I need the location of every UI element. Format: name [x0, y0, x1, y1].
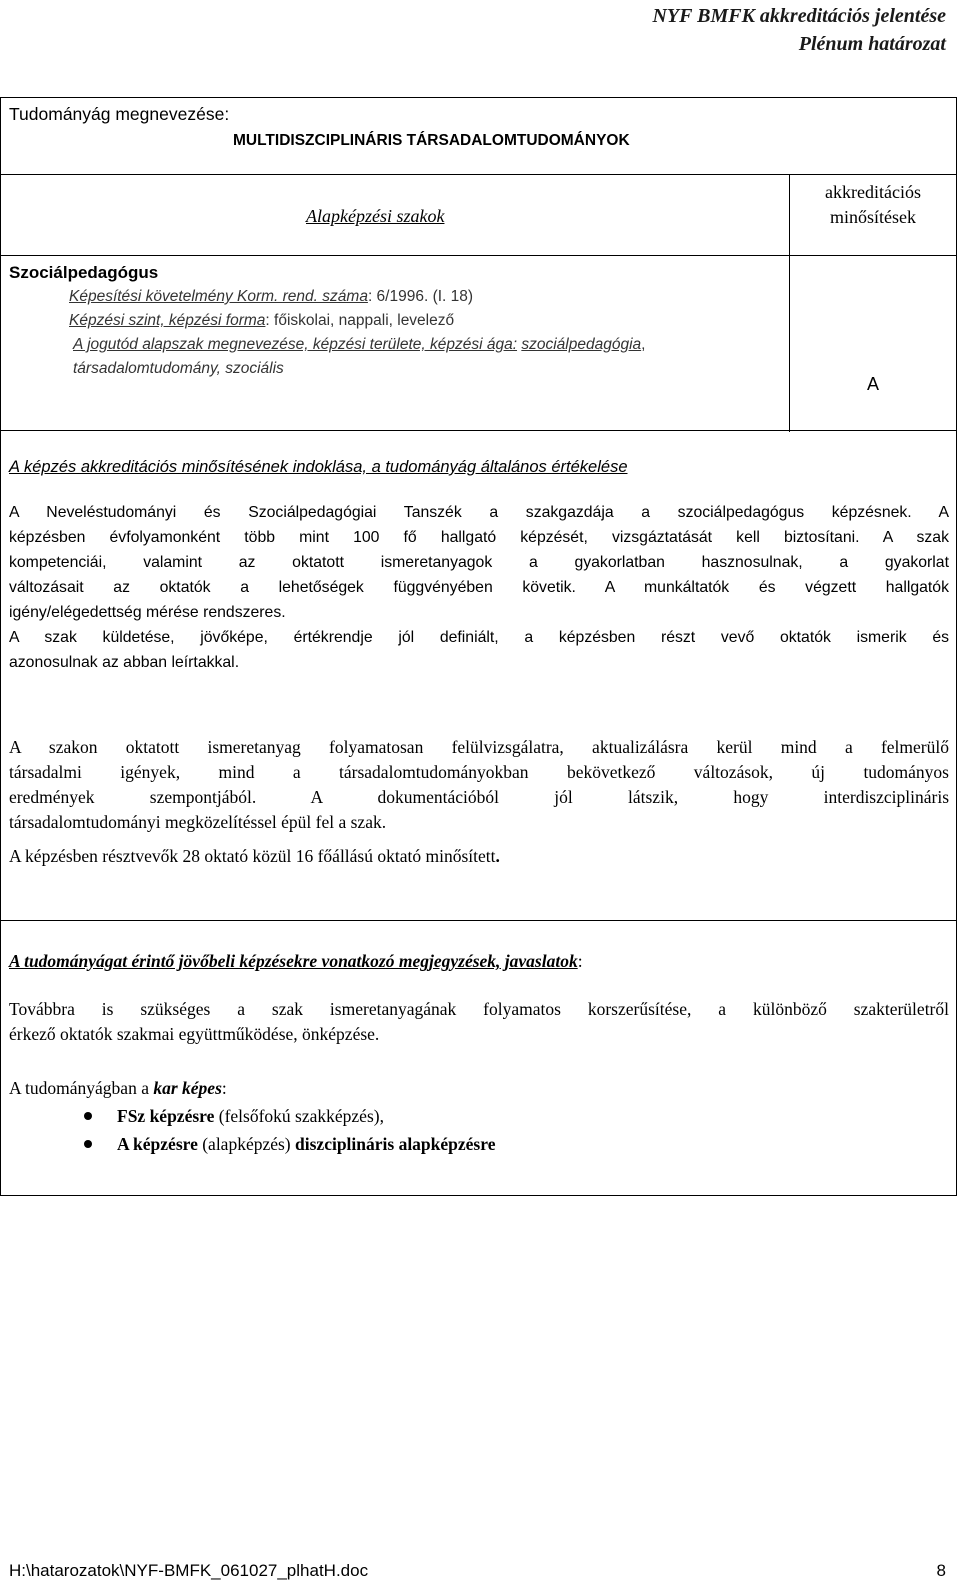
- staff-text: A képzésben résztvevők 28 oktató közül 16 főállású oktató minősített: [9, 846, 496, 866]
- paragraph-line: társadalmi igények, mind a társadalomtudományokban bekövetkező változások, új tudományos: [9, 762, 949, 782]
- program-rating: A: [866, 374, 879, 394]
- justification-paragraph-1: [9, 500, 949, 625]
- bullet-bold: A képzésre: [117, 1134, 198, 1154]
- rating-header-line1: akkreditációs: [825, 182, 921, 202]
- justification-heading: A képzés akkreditációs minősítésének indoklása, a tudományág általános értékelése: [9, 458, 628, 476]
- future-paragraph: [9, 997, 949, 1047]
- row-divider-3: [0, 430, 957, 431]
- footer-file-path: H:\hatarozatok\NYF-BMFK_061027_plhatH.doc: [9, 1561, 369, 1580]
- successor-tail: ,: [641, 336, 646, 353]
- row-divider-2: [0, 255, 957, 256]
- intro-tail: :: [221, 1078, 227, 1098]
- qualified-staff-sentence: [9, 844, 500, 869]
- bullet-icon: [84, 1112, 92, 1120]
- program-level: [69, 310, 454, 331]
- successor-line2: társadalomtudomány, szociális: [73, 360, 284, 377]
- bullet-normal: (alapképzés): [197, 1134, 296, 1154]
- program-requirement: [69, 286, 473, 307]
- staff-text-end: .: [495, 846, 500, 866]
- intro-text: A tudományágban a: [9, 1078, 154, 1098]
- paragraph-line: azonosulnak az abban leírtakkal.: [9, 654, 240, 671]
- programs-column-header: Alapképzési szakok: [306, 206, 445, 226]
- future-heading: [9, 951, 583, 972]
- bullet-bold2: diszciplináris alapképzésre: [295, 1134, 496, 1154]
- field-name: MULTIDISZCIPLINÁRIS TÁRSADALOMTUDOMÁNYOK: [233, 132, 630, 149]
- bullet-item-1: [117, 1105, 384, 1127]
- row-divider-4: [0, 920, 957, 921]
- paragraph-line: A szak küldetése, jövőképe, értékrendje jól definiált, a képzésben részt vevő oktatók ismerik és: [9, 629, 949, 646]
- field-label: Tudományág megnevezése:: [9, 104, 230, 124]
- bullet-normal: (felsőfokú szakképzés),: [214, 1106, 384, 1126]
- paragraph-line: igény/elégedettség mérése rendszeres.: [9, 604, 286, 621]
- header-subtitle: Plénum határozat: [798, 33, 946, 55]
- paragraph-line: érkező oktatók szakmai együttműködése, önképzése.: [9, 1024, 380, 1044]
- paragraph-line: változásait az oktatók a lehetőségek függvényében követik. A munkáltatók és végzett hallgatók: [9, 579, 949, 596]
- row-divider-1: [0, 174, 957, 175]
- justification-paragraph-2: [9, 625, 949, 675]
- successor-value: szociálpedagógia: [521, 336, 642, 353]
- bullet-bold: FSz képzésre: [117, 1106, 215, 1126]
- paragraph-line: eredmények szempontjából. A dokumentációból jól látszik, hogy interdiszciplináris: [9, 787, 949, 807]
- paragraph-line: Továbbra is szükséges a szak ismeretanyagának folyamatos korszerűsítése, a különböző szakterületről: [9, 999, 949, 1019]
- footer-page-number: 8: [936, 1561, 946, 1580]
- bullet-icon: [84, 1140, 92, 1148]
- rating-header-line2: minősítések: [830, 207, 916, 227]
- level-value: : főiskolai, nappali, levelező: [265, 312, 455, 329]
- future-heading-text: A tudományágat érintő jövőbeli képzésekre vonatkozó megjegyzések, javaslatok: [9, 951, 578, 971]
- running-header: [652, 2, 946, 58]
- requirement-value: : 6/1996. (I. 18): [367, 288, 474, 305]
- requirement-label: Képesítési követelmény Korm. rend. száma: [69, 288, 368, 305]
- justification-paragraph-3: [9, 735, 949, 835]
- intro-bold: kar képes: [153, 1078, 222, 1098]
- paragraph-line: A szakon oktatott ismeretanyag folyamatosan felülvizsgálatra, aktualizálásra kerül mind a felmerülő: [9, 737, 949, 757]
- capability-intro: [9, 1078, 227, 1099]
- paragraph-line: A Neveléstudományi és Szociálpedagógiai Tanszék a szakgazdája a szociálpedagógus képzésnek. A: [9, 504, 949, 521]
- future-heading-tail: :: [577, 951, 583, 971]
- program-successor: [73, 334, 645, 355]
- program-name: Szociálpedagógus: [9, 263, 159, 282]
- paragraph-line: képzésben évfolyamonként több mint 100 fő hallgató képzését, vizsgáztatását kell biztosítani. A szak: [9, 529, 949, 546]
- bullet-item-2: [117, 1133, 495, 1155]
- level-label: Képzési szint, képzési forma: [69, 312, 266, 329]
- rating-column-header: [789, 180, 957, 230]
- paragraph-line: kompetenciái, valamint az oktatott ismeretanyagok a gyakorlatban hasznosulnak, a gyakorlat: [9, 554, 949, 571]
- paragraph-line: társadalomtudományi megközelítéssel épül fel a szak.: [9, 812, 387, 832]
- successor-label: A jogutód alapszak megnevezése, képzési területe, képzési ága:: [73, 336, 518, 353]
- header-title: NYF BMFK akkreditációs jelentése: [652, 5, 946, 27]
